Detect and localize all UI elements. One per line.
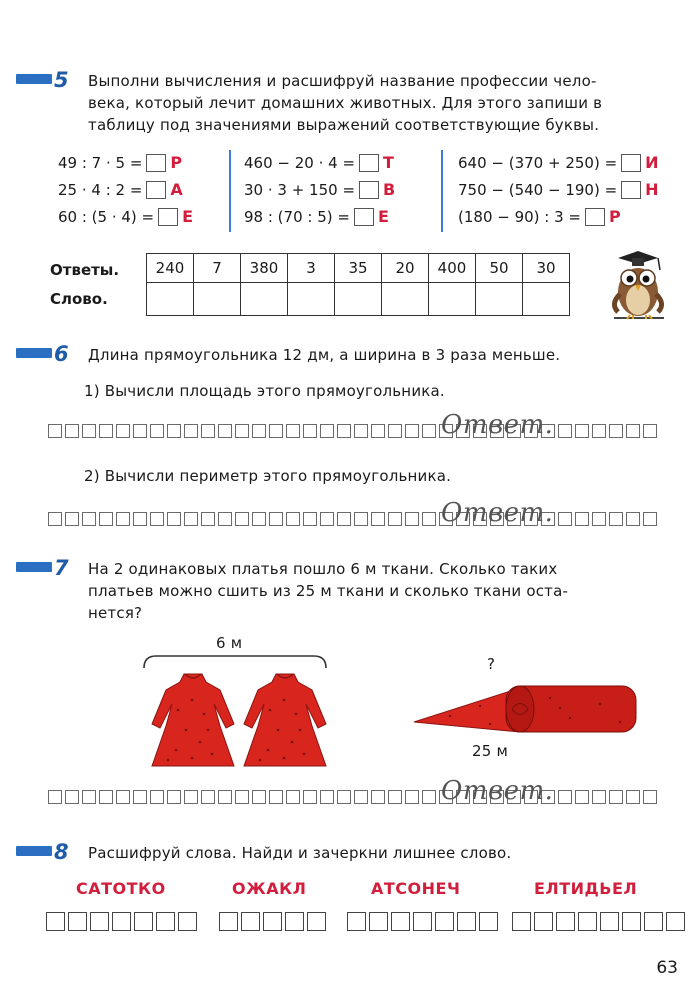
grid-cell[interactable]: [150, 424, 164, 438]
grid-cell[interactable]: [48, 512, 62, 526]
answer-value: 30: [523, 254, 570, 283]
letter-cell[interactable]: [156, 912, 175, 931]
expression-text: 640 − (370 + 250) =: [458, 153, 618, 172]
grid-cell[interactable]: [167, 424, 181, 438]
scrambled-word: ЕЛТИДЬЕЛ: [534, 879, 638, 898]
grid-cell[interactable]: [592, 512, 606, 526]
cipher-letter: А: [170, 180, 183, 199]
cipher-letter: Н: [645, 180, 659, 199]
grid-cell[interactable]: [235, 512, 249, 526]
grid-cell[interactable]: [218, 512, 232, 526]
grid-cell[interactable]: [218, 424, 232, 438]
task5-expr: [58, 180, 183, 199]
grid-cell[interactable]: [235, 790, 249, 804]
answer-box[interactable]: [359, 181, 379, 199]
task6-marker: [16, 348, 52, 358]
word-cell[interactable]: [523, 283, 570, 316]
grid-cell[interactable]: [371, 424, 385, 438]
grid-cell[interactable]: [609, 790, 623, 804]
fabric-roll-icon: [410, 678, 650, 738]
task5-number: 5: [54, 68, 69, 92]
grid-cell[interactable]: [643, 424, 657, 438]
task5-expr: [244, 180, 395, 199]
grid-cell[interactable]: [575, 512, 589, 526]
letter-cell[interactable]: [263, 912, 282, 931]
grid-cell[interactable]: [354, 512, 368, 526]
grid-cell[interactable]: [643, 790, 657, 804]
expression-text: 25 · 4 : 2 =: [58, 180, 143, 199]
task5-text-line2: века, который лечит домашних животных. Для этого запиши в: [88, 94, 603, 112]
answers-table: [146, 253, 570, 316]
word-label: Слово.: [50, 290, 108, 308]
word-answer-grid[interactable]: [512, 912, 688, 931]
grid-cell[interactable]: [592, 424, 606, 438]
grid-cell[interactable]: [184, 790, 198, 804]
answer-script-label: Ответ.: [441, 498, 554, 528]
letter-cell[interactable]: [666, 912, 685, 931]
grid-cell[interactable]: [65, 424, 79, 438]
task8-text: Расшифруй слова. Найди и зачеркни лишнее слово.: [88, 844, 512, 862]
answer-box[interactable]: [146, 181, 166, 199]
grid-cell[interactable]: [303, 512, 317, 526]
grid-cell[interactable]: [286, 424, 300, 438]
grid-cell[interactable]: [388, 424, 402, 438]
cipher-letter: Р: [609, 207, 621, 226]
grid-cell[interactable]: [337, 424, 351, 438]
expression-text: 750 − (540 − 190) =: [458, 180, 618, 199]
answer-box[interactable]: [158, 208, 178, 226]
grid-cell[interactable]: [303, 424, 317, 438]
grid-cell[interactable]: [643, 512, 657, 526]
letter-cell[interactable]: [307, 912, 326, 931]
grid-cell[interactable]: [82, 424, 96, 438]
letter-cell[interactable]: [600, 912, 619, 931]
answers-label: Ответы.: [50, 261, 120, 279]
answer-script-label: Ответ.: [441, 776, 554, 806]
grid-cell[interactable]: [337, 790, 351, 804]
grid-cell[interactable]: [65, 790, 79, 804]
grid-cell[interactable]: [422, 424, 436, 438]
grid-cell[interactable]: [252, 424, 266, 438]
cipher-letter: Е: [377, 207, 389, 226]
task7-text-line1: На 2 одинаковых платья пошло 6 м ткани. Сколько таких: [88, 560, 558, 578]
answer-script-label: Ответ.: [441, 410, 554, 440]
fabric-question-mark: ?: [487, 655, 496, 673]
word-cell[interactable]: [288, 283, 335, 316]
task6-text: Длина прямоугольника 12 дм, а ширина в 3 раза меньше.: [88, 346, 561, 364]
letter-cell[interactable]: [219, 912, 238, 931]
letter-cell[interactable]: [512, 912, 531, 931]
grid-cell[interactable]: [201, 512, 215, 526]
letter-cell[interactable]: [479, 912, 498, 931]
task8-marker: [16, 846, 52, 856]
red-dress-icon: [240, 670, 330, 770]
grid-cell[interactable]: [558, 790, 572, 804]
grid-cell[interactable]: [405, 512, 419, 526]
answer-value: 380: [241, 254, 288, 283]
task5-expr: [58, 207, 193, 226]
answer-value: 50: [476, 254, 523, 283]
grid-cell[interactable]: [167, 790, 181, 804]
answer-grid-area[interactable]: [48, 424, 660, 438]
grid-cell[interactable]: [116, 512, 130, 526]
task5-expr: [244, 207, 389, 226]
grid-cell[interactable]: [388, 790, 402, 804]
word-cell[interactable]: [429, 283, 476, 316]
grid-cell[interactable]: [320, 512, 334, 526]
task5-marker: [16, 74, 52, 84]
grid-cell[interactable]: [167, 512, 181, 526]
cipher-letter: Р: [170, 153, 183, 172]
grid-cell[interactable]: [371, 512, 385, 526]
answer-value: 20: [382, 254, 429, 283]
answer-grid-perimeter[interactable]: [48, 512, 660, 526]
expression-text: 98 : (70 : 5) =: [244, 207, 350, 226]
task6-question2: 2) Вычисли периметр этого прямоугольника.: [84, 467, 452, 485]
answer-box[interactable]: [354, 208, 374, 226]
grid-cell[interactable]: [99, 790, 113, 804]
dress-fabric-label: 6 м: [216, 634, 243, 652]
letter-cell[interactable]: [413, 912, 432, 931]
grid-cell[interactable]: [286, 790, 300, 804]
letter-cell[interactable]: [457, 912, 476, 931]
grid-cell[interactable]: [609, 424, 623, 438]
letter-cell[interactable]: [391, 912, 410, 931]
grid-cell[interactable]: [252, 790, 266, 804]
word-cell[interactable]: [382, 283, 429, 316]
letter-cell[interactable]: [68, 912, 87, 931]
letter-cell[interactable]: [435, 912, 454, 931]
answer-value: 240: [147, 254, 194, 283]
page-number: 63: [656, 958, 678, 978]
cipher-letter: Е: [182, 207, 194, 226]
task6-number: 6: [54, 342, 69, 366]
grid-cell[interactable]: [184, 424, 198, 438]
scrambled-word: САТОТКО: [76, 879, 166, 898]
letter-cell[interactable]: [578, 912, 597, 931]
grid-cell[interactable]: [133, 790, 147, 804]
task5-expr: [458, 180, 659, 199]
word-row: [147, 283, 570, 316]
answer-box[interactable]: [621, 154, 641, 172]
answer-grid-task7[interactable]: [48, 790, 660, 804]
grid-cell[interactable]: [592, 790, 606, 804]
grid-cell[interactable]: [150, 790, 164, 804]
grid-cell[interactable]: [201, 424, 215, 438]
grid-cell[interactable]: [371, 790, 385, 804]
red-dress-icon: [148, 670, 238, 770]
task7-marker: [16, 562, 52, 572]
word-cell[interactable]: [335, 283, 382, 316]
grid-cell[interactable]: [575, 790, 589, 804]
expression-text: 30 · 3 + 150 =: [244, 180, 356, 199]
grid-cell[interactable]: [405, 790, 419, 804]
grid-cell[interactable]: [575, 424, 589, 438]
word-cell[interactable]: [147, 283, 194, 316]
cipher-letter: В: [383, 180, 396, 199]
grid-cell[interactable]: [626, 512, 640, 526]
task7-text-line3: нется?: [88, 604, 143, 622]
scrambled-word: ОЖАКЛ: [232, 879, 307, 898]
answer-box[interactable]: [146, 154, 166, 172]
brace: [142, 652, 328, 670]
grid-cell[interactable]: [65, 512, 79, 526]
grid-cell[interactable]: [337, 512, 351, 526]
letter-cell[interactable]: [112, 912, 131, 931]
task5-expr: [244, 153, 394, 172]
grid-cell[interactable]: [99, 424, 113, 438]
answer-box[interactable]: [621, 181, 641, 199]
answer-value: 400: [429, 254, 476, 283]
grid-cell[interactable]: [48, 790, 62, 804]
answer-box[interactable]: [359, 154, 379, 172]
cipher-letter: Т: [383, 153, 394, 172]
grid-cell[interactable]: [354, 790, 368, 804]
expression-text: (180 − 90) : 3 =: [458, 207, 581, 226]
word-answer-grid[interactable]: [219, 912, 329, 931]
expression-text: 49 : 7 · 5 =: [58, 153, 143, 172]
answer-value: 7: [194, 254, 241, 283]
letter-cell[interactable]: [369, 912, 388, 931]
grid-cell[interactable]: [48, 424, 62, 438]
expression-text: 460 − 20 · 4 =: [244, 153, 356, 172]
task7-number: 7: [54, 556, 69, 580]
letter-cell[interactable]: [534, 912, 553, 931]
word-cell[interactable]: [194, 283, 241, 316]
grid-cell[interactable]: [82, 512, 96, 526]
grid-cell[interactable]: [320, 424, 334, 438]
letter-cell[interactable]: [90, 912, 109, 931]
word-cell[interactable]: [241, 283, 288, 316]
grid-cell[interactable]: [269, 512, 283, 526]
grid-cell[interactable]: [269, 790, 283, 804]
column-divider: [229, 150, 231, 232]
answer-box[interactable]: [585, 208, 605, 226]
expression-text: 60 : (5 · 4) =: [58, 207, 155, 226]
owl-illustration: [606, 248, 670, 324]
letter-cell[interactable]: [622, 912, 641, 931]
grid-cell[interactable]: [286, 512, 300, 526]
grid-cell[interactable]: [354, 424, 368, 438]
letter-cell[interactable]: [46, 912, 65, 931]
cipher-letter: И: [645, 153, 659, 172]
grid-cell[interactable]: [150, 512, 164, 526]
task5-expr: [58, 153, 182, 172]
grid-cell[interactable]: [422, 512, 436, 526]
grid-cell[interactable]: [558, 424, 572, 438]
letter-cell[interactable]: [285, 912, 304, 931]
letter-cell[interactable]: [556, 912, 575, 931]
letter-cell[interactable]: [644, 912, 663, 931]
task5-text-line1: Выполни вычисления и расшифруй название профессии чело-: [88, 72, 597, 90]
grid-cell[interactable]: [82, 790, 96, 804]
letter-cell[interactable]: [347, 912, 366, 931]
grid-cell[interactable]: [184, 512, 198, 526]
grid-cell[interactable]: [422, 790, 436, 804]
word-answer-grid[interactable]: [347, 912, 501, 931]
word-cell[interactable]: [476, 283, 523, 316]
scrambled-word: АТСОНЕЧ: [371, 879, 461, 898]
grid-cell[interactable]: [133, 512, 147, 526]
grid-cell[interactable]: [252, 512, 266, 526]
answers-row: [147, 254, 570, 283]
grid-cell[interactable]: [558, 512, 572, 526]
grid-cell[interactable]: [320, 790, 334, 804]
task6-question1: 1) Вычисли площадь этого прямоугольника.: [84, 382, 445, 400]
word-answer-grid[interactable]: [46, 912, 200, 931]
task7-text-line2: платьев можно сшить из 25 м ткани и сколько ткани оста-: [88, 582, 569, 600]
letter-cell[interactable]: [241, 912, 260, 931]
answer-value: 35: [335, 254, 382, 283]
letter-cell[interactable]: [134, 912, 153, 931]
grid-cell[interactable]: [201, 790, 215, 804]
grid-cell[interactable]: [405, 424, 419, 438]
answer-value: 3: [288, 254, 335, 283]
grid-cell[interactable]: [218, 790, 232, 804]
grid-cell[interactable]: [626, 424, 640, 438]
task8-number: 8: [54, 840, 69, 864]
task5-expr: [458, 207, 621, 226]
grid-cell[interactable]: [388, 512, 402, 526]
letter-cell[interactable]: [178, 912, 197, 931]
grid-cell[interactable]: [116, 424, 130, 438]
fabric-length-label: 25 м: [472, 742, 508, 760]
grid-cell[interactable]: [99, 512, 113, 526]
grid-cell[interactable]: [269, 424, 283, 438]
grid-cell[interactable]: [116, 790, 130, 804]
grid-cell[interactable]: [626, 790, 640, 804]
column-divider: [441, 150, 443, 232]
task5-text-line3: таблицу под значениями выражений соответствующие буквы.: [88, 116, 600, 134]
grid-cell[interactable]: [609, 512, 623, 526]
grid-cell[interactable]: [303, 790, 317, 804]
grid-cell[interactable]: [235, 424, 249, 438]
task5-expr: [458, 153, 659, 172]
grid-cell[interactable]: [133, 424, 147, 438]
